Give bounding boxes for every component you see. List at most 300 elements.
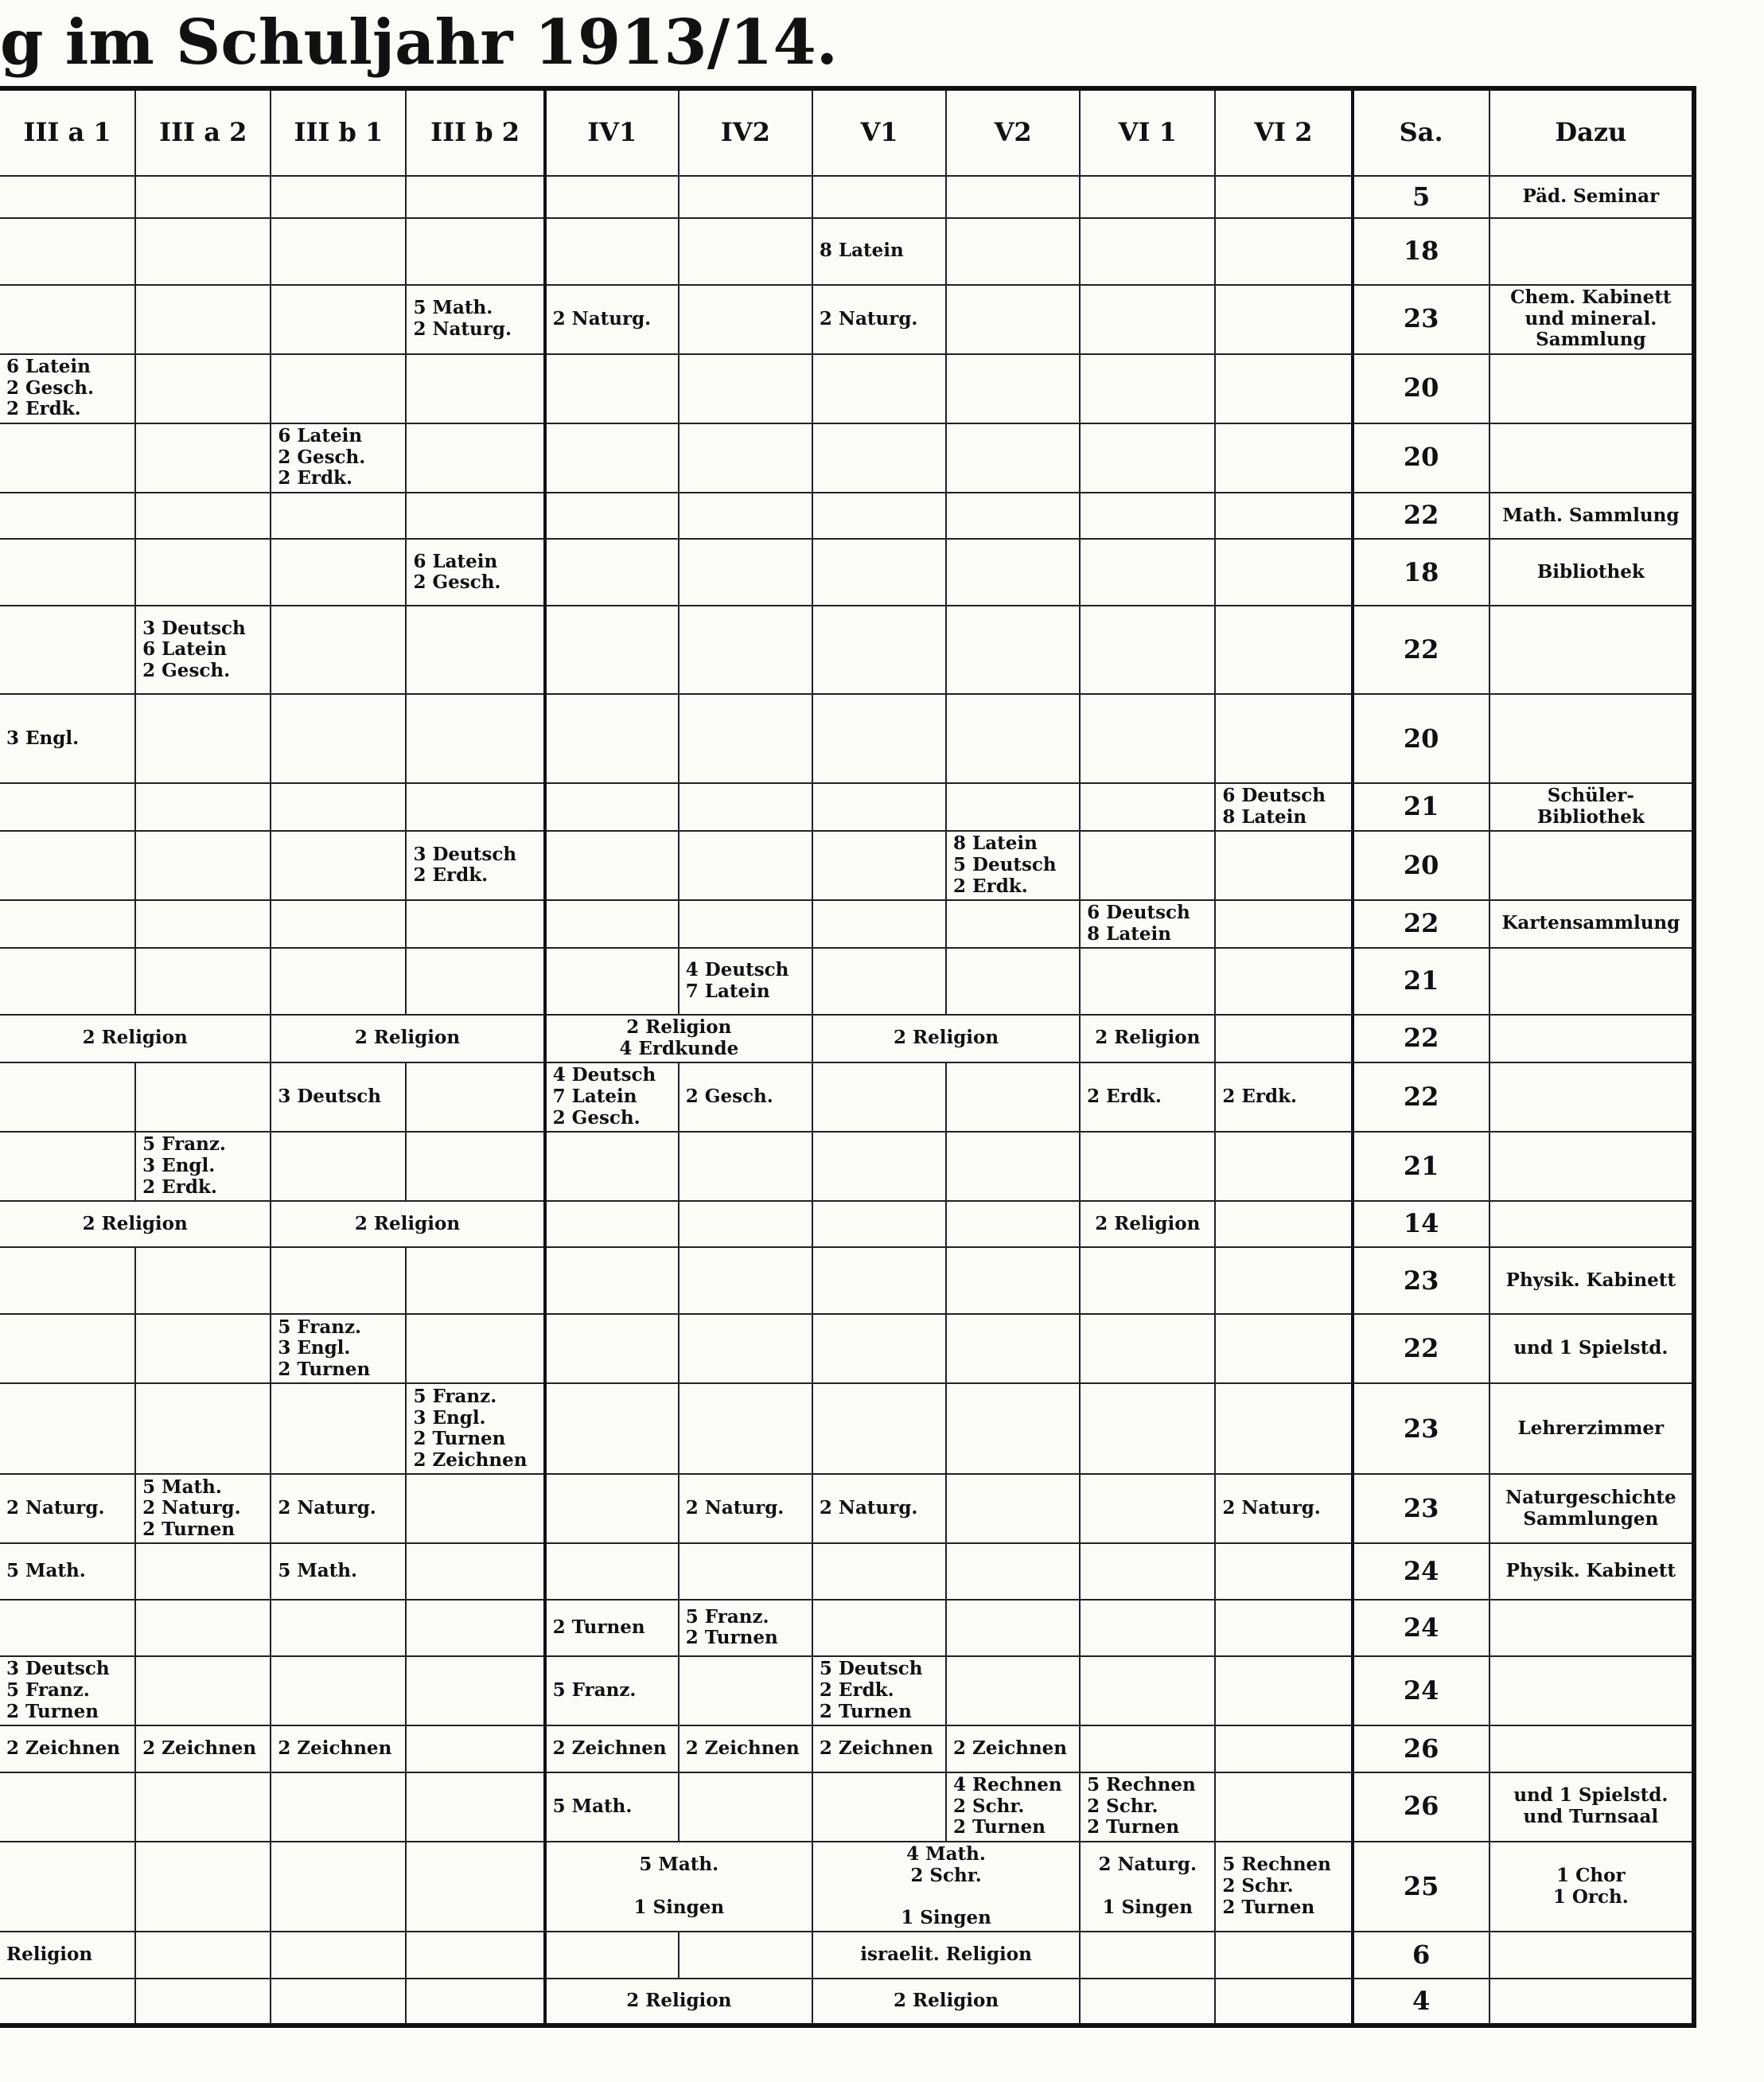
header-VI1: VI 1 (1080, 88, 1215, 176)
lesson-cell (812, 948, 946, 1015)
lesson-cell (679, 423, 812, 493)
lesson-cell (545, 948, 679, 1015)
lesson-cell (406, 606, 544, 694)
lesson-cell (271, 783, 406, 831)
lesson-cell (812, 493, 946, 540)
extra-cell (1489, 948, 1694, 1015)
lesson-cell (679, 1543, 812, 1600)
lesson-cell (1080, 1132, 1215, 1201)
table-row (0, 354, 1694, 423)
lesson-cell: 4 Deutsch 7 Latein (679, 948, 812, 1015)
table-row (0, 285, 1694, 354)
extra-cell (1489, 831, 1694, 900)
lesson-cell: 3 Deutsch 5 Franz. 2 Turnen (0, 1656, 135, 1725)
lesson-cell (1215, 354, 1352, 423)
table-row (0, 1600, 1694, 1656)
lesson-cell (135, 539, 271, 606)
lesson-cell (0, 948, 135, 1015)
lesson-cell: 2 Zeichnen (679, 1725, 812, 1772)
lesson-cell (1215, 1132, 1352, 1201)
lesson-cell (271, 285, 406, 354)
lesson-cell: 2 Naturg. (271, 1474, 406, 1543)
lesson-cell: 5 Rechnen 2 Schr. 2 Turnen (1080, 1772, 1215, 1842)
lesson-cell (1080, 1474, 1215, 1543)
lesson-cell (406, 1772, 544, 1842)
lesson-cell (679, 218, 812, 285)
extra-cell: Bibliothek (1489, 539, 1694, 606)
table-row (0, 1132, 1694, 1201)
lesson-cell: 5 Math. 1 Singen (545, 1842, 812, 1932)
table-row (0, 948, 1694, 1015)
sum-cell: 26 (1353, 1725, 1489, 1772)
lesson-cell (135, 1842, 271, 1932)
extra-cell (1489, 1201, 1694, 1248)
lesson-cell (545, 354, 679, 423)
sum-cell: 23 (1353, 1247, 1489, 1314)
lesson-cell: 5 Franz. 3 Engl. 2 Erdk. (135, 1132, 271, 1201)
lesson-cell (1215, 831, 1352, 900)
header-row (0, 88, 1694, 176)
lesson-cell (406, 218, 544, 285)
lesson-cell: 2 Zeichnen (812, 1725, 946, 1772)
lesson-cell (812, 1600, 946, 1656)
lesson-cell (545, 606, 679, 694)
lesson-cell (812, 900, 946, 948)
extra-cell: Physik. Kabinett (1489, 1543, 1694, 1600)
sum-cell: 22 (1353, 900, 1489, 948)
lesson-cell (1215, 1247, 1352, 1314)
lesson-cell (0, 1132, 135, 1201)
lesson-cell (0, 539, 135, 606)
table-row (0, 783, 1694, 831)
extra-cell: Päd. Seminar (1489, 176, 1694, 218)
lesson-cell (406, 1725, 544, 1772)
extra-cell (1489, 1600, 1694, 1656)
lesson-cell (946, 606, 1080, 694)
lesson-cell (1080, 218, 1215, 285)
lesson-cell: 2 Zeichnen (946, 1725, 1080, 1772)
lesson-cell (545, 1932, 679, 1979)
lesson-cell (135, 285, 271, 354)
table-row (0, 1725, 1694, 1772)
lesson-cell (135, 176, 271, 218)
lesson-cell (1215, 1656, 1352, 1725)
lesson-cell (679, 493, 812, 540)
lesson-cell (545, 1474, 679, 1543)
table-row (0, 1979, 1694, 2025)
lesson-cell (545, 783, 679, 831)
lesson-cell (946, 1314, 1080, 1383)
lesson-cell: 6 Deutsch 8 Latein (1080, 900, 1215, 948)
header-Sa: Sa. (1353, 88, 1489, 176)
lesson-cell (0, 176, 135, 218)
lesson-cell (1080, 694, 1215, 782)
lesson-cell (271, 1932, 406, 1979)
lesson-cell (1215, 1314, 1352, 1383)
extra-cell (1489, 218, 1694, 285)
lesson-cell (1215, 1543, 1352, 1600)
lesson-cell (946, 1062, 1080, 1132)
lesson-cell: 2 Religion (0, 1201, 271, 1248)
sum-cell: 24 (1353, 1600, 1489, 1656)
lesson-cell: 2 Naturg. (679, 1474, 812, 1543)
lesson-cell (679, 539, 812, 606)
lesson-cell: 2 Turnen (545, 1600, 679, 1656)
lesson-cell: 2 Religion (1080, 1201, 1215, 1248)
lesson-cell (1080, 1543, 1215, 1600)
lesson-cell (1215, 1201, 1352, 1248)
lesson-cell (1080, 606, 1215, 694)
lesson-cell: 4 Deutsch 7 Latein 2 Gesch. (545, 1062, 679, 1132)
lesson-cell (271, 1772, 406, 1842)
lesson-cell (812, 354, 946, 423)
lesson-cell: 2 Naturg. (545, 285, 679, 354)
lesson-cell (946, 1383, 1080, 1474)
lesson-cell (1215, 694, 1352, 782)
lesson-cell: 5 Deutsch 2 Erdk. 2 Turnen (812, 1656, 946, 1725)
extra-cell: Lehrerzimmer (1489, 1383, 1694, 1474)
lesson-cell (1080, 831, 1215, 900)
lesson-cell (812, 1247, 946, 1314)
lesson-cell: 2 Zeichnen (271, 1725, 406, 1772)
lesson-cell (1215, 493, 1352, 540)
extra-cell (1489, 354, 1694, 423)
lesson-cell (271, 831, 406, 900)
extra-cell (1489, 1932, 1694, 1979)
lesson-cell (1215, 1979, 1352, 2025)
lesson-cell (679, 285, 812, 354)
lesson-cell (679, 1383, 812, 1474)
lesson-cell (406, 423, 544, 493)
lesson-cell (135, 1600, 271, 1656)
lesson-cell (1080, 1247, 1215, 1314)
lesson-cell: israelit. Religion (812, 1932, 1080, 1979)
extra-cell: Physik. Kabinett (1489, 1247, 1694, 1314)
lesson-cell (1215, 1015, 1352, 1062)
extra-cell (1489, 1062, 1694, 1132)
lesson-cell: 2 Religion (1080, 1015, 1215, 1062)
extra-cell: Schüler- Bibliothek (1489, 783, 1694, 831)
lesson-cell (271, 539, 406, 606)
lesson-cell (545, 1383, 679, 1474)
lesson-cell (406, 1314, 544, 1383)
lesson-cell (812, 1383, 946, 1474)
extra-cell (1489, 1132, 1694, 1201)
extra-cell: Kartensammlung (1489, 900, 1694, 948)
lesson-cell (812, 606, 946, 694)
lesson-cell (135, 783, 271, 831)
lesson-cell (1080, 1932, 1215, 1979)
lesson-cell: 6 Latein 2 Gesch. (406, 539, 544, 606)
lesson-cell: 2 Naturg. (812, 285, 946, 354)
sum-cell: 4 (1353, 1979, 1489, 2025)
table-row (0, 1062, 1694, 1132)
lesson-cell (812, 1132, 946, 1201)
lesson-cell (1215, 1600, 1352, 1656)
lesson-cell (1080, 783, 1215, 831)
lesson-cell (545, 1247, 679, 1314)
sum-cell: 23 (1353, 1474, 1489, 1543)
lesson-cell (812, 831, 946, 900)
lesson-cell: 2 Naturg. (1215, 1474, 1352, 1543)
lesson-cell: 6 Deutsch 8 Latein (1215, 783, 1352, 831)
table-row (0, 831, 1694, 900)
lesson-cell: 2 Religion (271, 1015, 544, 1062)
lesson-cell (135, 1543, 271, 1600)
lesson-cell: 5 Math. 2 Naturg. 2 Turnen (135, 1474, 271, 1543)
table-row (0, 423, 1694, 493)
table-row (0, 493, 1694, 540)
lesson-cell (271, 1383, 406, 1474)
lesson-cell (135, 948, 271, 1015)
table-row (0, 606, 1694, 694)
lesson-cell (0, 285, 135, 354)
lesson-cell (0, 1600, 135, 1656)
sum-cell: 20 (1353, 694, 1489, 782)
lesson-cell (946, 948, 1080, 1015)
lesson-cell (679, 1132, 812, 1201)
sum-cell: 21 (1353, 1132, 1489, 1201)
lesson-cell (135, 694, 271, 782)
lesson-cell (1215, 1932, 1352, 1979)
lesson-cell (135, 354, 271, 423)
header-IIIb2: III b 2 (406, 88, 544, 176)
sum-cell: 20 (1353, 354, 1489, 423)
header-IV2: IV2 (679, 88, 812, 176)
lesson-cell (812, 176, 946, 218)
lesson-cell (406, 783, 544, 831)
lesson-cell (946, 423, 1080, 493)
lesson-cell (812, 539, 946, 606)
lesson-cell (545, 1314, 679, 1383)
page-title: g im Schuljahr 1913/14. (0, 6, 838, 79)
lesson-cell: 5 Rechnen 2 Schr. 2 Turnen (1215, 1842, 1352, 1932)
lesson-cell (1215, 1772, 1352, 1842)
lesson-cell: 6 Latein 2 Gesch. 2 Erdk. (0, 354, 135, 423)
table-row (0, 1015, 1694, 1062)
lesson-cell (946, 354, 1080, 423)
lesson-cell (679, 1201, 812, 1248)
sum-cell: 14 (1353, 1201, 1489, 1248)
lesson-cell (545, 218, 679, 285)
lesson-cell: 2 Naturg. (812, 1474, 946, 1543)
lesson-cell (271, 694, 406, 782)
lesson-cell (271, 1132, 406, 1201)
sum-cell: 23 (1353, 1383, 1489, 1474)
lesson-cell (271, 900, 406, 948)
lesson-cell (271, 354, 406, 423)
lesson-cell (1080, 285, 1215, 354)
lesson-cell: 2 Gesch. (679, 1062, 812, 1132)
lesson-cell (545, 176, 679, 218)
lesson-cell (1080, 948, 1215, 1015)
lesson-cell (946, 1132, 1080, 1201)
lesson-cell (1215, 948, 1352, 1015)
sum-cell: 25 (1353, 1842, 1489, 1932)
table-row (0, 1201, 1694, 1248)
lesson-cell (812, 694, 946, 782)
lesson-cell: 4 Math. 2 Schr. 1 Singen (812, 1842, 1080, 1932)
lesson-cell (1215, 539, 1352, 606)
lesson-cell (1215, 1725, 1352, 1772)
lesson-cell: 3 Deutsch (271, 1062, 406, 1132)
lesson-cell (0, 1772, 135, 1842)
lesson-cell (679, 176, 812, 218)
lesson-cell (406, 1247, 544, 1314)
extra-cell (1489, 1656, 1694, 1725)
lesson-cell (1080, 1725, 1215, 1772)
lesson-cell: 2 Religion (812, 1979, 1080, 2025)
sum-cell: 22 (1353, 1015, 1489, 1062)
lesson-cell (271, 1247, 406, 1314)
header-IV1: IV1 (545, 88, 679, 176)
lesson-cell (406, 176, 544, 218)
sum-cell: 18 (1353, 218, 1489, 285)
lesson-cell: 5 Franz. (545, 1656, 679, 1725)
lesson-cell (946, 900, 1080, 948)
lesson-cell: 8 Latein 5 Deutsch 2 Erdk. (946, 831, 1080, 900)
lesson-cell: 2 Religion (812, 1015, 1080, 1062)
lesson-cell (946, 493, 1080, 540)
lesson-cell: 2 Religion 4 Erdkunde (545, 1015, 812, 1062)
table-row (0, 218, 1694, 285)
lesson-cell (545, 1543, 679, 1600)
lesson-cell (946, 1474, 1080, 1543)
lesson-cell (679, 694, 812, 782)
table-row (0, 1932, 1694, 1979)
lesson-cell: Religion (0, 1932, 135, 1979)
extra-cell: und 1 Spielstd. und Turnsaal (1489, 1772, 1694, 1842)
lesson-cell: 2 Naturg. 1 Singen (1080, 1842, 1215, 1932)
lesson-cell (0, 1314, 135, 1383)
extra-cell: und 1 Spielstd. (1489, 1314, 1694, 1383)
lesson-cell (406, 354, 544, 423)
lesson-cell (406, 1474, 544, 1543)
table-row (0, 539, 1694, 606)
lesson-cell (406, 900, 544, 948)
lesson-cell (545, 493, 679, 540)
table-row (0, 1772, 1694, 1842)
schedule-table (0, 86, 1696, 2028)
lesson-cell: 2 Religion (545, 1979, 812, 2025)
lesson-cell (545, 1132, 679, 1201)
sum-cell: 22 (1353, 1314, 1489, 1383)
extra-cell (1489, 1015, 1694, 1062)
lesson-cell (1080, 493, 1215, 540)
lesson-cell: 5 Math. (271, 1543, 406, 1600)
lesson-cell (135, 1247, 271, 1314)
extra-cell: 1 Chor 1 Orch. (1489, 1842, 1694, 1932)
lesson-cell (271, 218, 406, 285)
lesson-cell (0, 1247, 135, 1314)
lesson-cell: 2 Zeichnen (135, 1725, 271, 1772)
lesson-cell (946, 1201, 1080, 1248)
lesson-cell (135, 1062, 271, 1132)
sum-cell: 18 (1353, 539, 1489, 606)
lesson-cell (812, 783, 946, 831)
lesson-cell: 6 Latein 2 Gesch. 2 Erdk. (271, 423, 406, 493)
extra-cell: Naturgeschichte Sammlungen (1489, 1474, 1694, 1543)
header-V1: V1 (812, 88, 946, 176)
lesson-cell (946, 539, 1080, 606)
lesson-cell (406, 1543, 544, 1600)
lesson-cell: 2 Religion (0, 1015, 271, 1062)
lesson-cell (135, 831, 271, 900)
lesson-cell: 3 Deutsch 2 Erdk. (406, 831, 544, 900)
header-V2: V2 (946, 88, 1080, 176)
lesson-cell (135, 1656, 271, 1725)
header-Dazu: Dazu (1489, 88, 1694, 176)
lesson-cell (1080, 539, 1215, 606)
lesson-cell (1080, 1979, 1215, 2025)
lesson-cell (946, 1656, 1080, 1725)
lesson-cell (946, 176, 1080, 218)
lesson-cell (271, 1979, 406, 2025)
lesson-cell (545, 423, 679, 493)
table-row (0, 1543, 1694, 1600)
lesson-cell (0, 606, 135, 694)
lesson-cell (135, 218, 271, 285)
lesson-cell (1215, 176, 1352, 218)
table-row (0, 176, 1694, 218)
header-IIIa2: III a 2 (135, 88, 271, 176)
lesson-cell: 5 Math. (545, 1772, 679, 1842)
lesson-cell (1215, 1383, 1352, 1474)
lesson-cell (946, 285, 1080, 354)
lesson-cell: 3 Engl. (0, 694, 135, 782)
lesson-cell (271, 1656, 406, 1725)
table-row (0, 1474, 1694, 1543)
lesson-cell (812, 1201, 946, 1248)
lesson-cell (812, 1543, 946, 1600)
lesson-cell (1080, 176, 1215, 218)
lesson-cell (135, 1979, 271, 2025)
lesson-cell (679, 354, 812, 423)
lesson-cell (406, 1979, 544, 2025)
extra-cell (1489, 1725, 1694, 1772)
lesson-cell (812, 1062, 946, 1132)
table-row (0, 1842, 1694, 1932)
lesson-cell (0, 1383, 135, 1474)
lesson-cell: 5 Franz. 2 Turnen (679, 1600, 812, 1656)
lesson-cell (545, 694, 679, 782)
lesson-cell (271, 948, 406, 1015)
lesson-cell (679, 1314, 812, 1383)
header-IIIb1: III b 1 (271, 88, 406, 176)
lesson-cell (271, 1600, 406, 1656)
lesson-cell (679, 783, 812, 831)
extra-cell (1489, 423, 1694, 493)
lesson-cell (135, 1314, 271, 1383)
sum-cell: 22 (1353, 1062, 1489, 1132)
lesson-cell: 5 Math. (0, 1543, 135, 1600)
lesson-cell (545, 900, 679, 948)
lesson-cell (679, 1772, 812, 1842)
lesson-cell (679, 831, 812, 900)
lesson-cell (406, 493, 544, 540)
lesson-cell (271, 1842, 406, 1932)
lesson-cell: 3 Deutsch 6 Latein 2 Gesch. (135, 606, 271, 694)
lesson-cell (1080, 354, 1215, 423)
sum-cell: 24 (1353, 1543, 1489, 1600)
lesson-cell: 4 Rechnen 2 Schr. 2 Turnen (946, 1772, 1080, 1842)
lesson-cell: 2 Naturg. (0, 1474, 135, 1543)
lesson-cell (545, 539, 679, 606)
lesson-cell (135, 1772, 271, 1842)
lesson-cell (406, 948, 544, 1015)
sum-cell: 21 (1353, 948, 1489, 1015)
lesson-cell (0, 900, 135, 948)
